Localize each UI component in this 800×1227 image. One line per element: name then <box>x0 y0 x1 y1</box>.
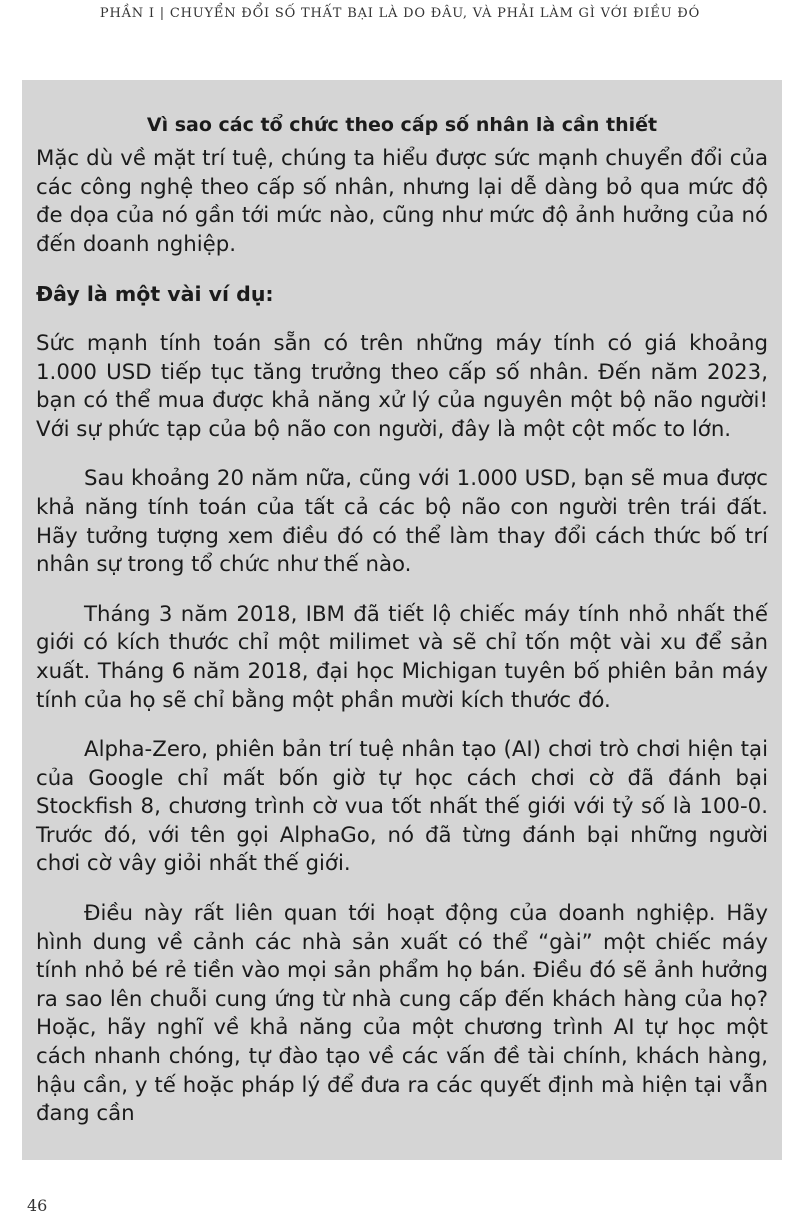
body-paragraph: Điều này rất liên quan tới hoạt động của doanh nghiệp. Hãy hình dung về cảnh các nhà sản xuất có thể “gài” một chiếc máy tính nhỏ bé rẻ tiền vào mọi sản phẩm họ bán. Điều đó sẽ ảnh hưởng ra sao lên chuỗi cung ứng từ nhà cung cấp đến khách hàng của họ? Hoặc, hãy nghĩ về khả năng của một chương trình AI tự học một cách nhanh chóng, tự đào tạo về các vấn đề tài chính, khách hàng, hậu cần, y tế hoặc pháp lý để đưa ra các quyết định mà hiện tại vẫn đang cần <box>36 901 768 1127</box>
sidebar-box <box>22 80 782 1160</box>
body-paragraph: Sức mạnh tính toán sẵn có trên những máy tính có giá khoảng 1.000 USD tiếp tục tăng trưởng theo cấp số nhân. Đến năm 2023, bạn có thể mua được khả năng xử lý của nguyên một bộ não người! Với sự phức tạp của bộ não con người, đây là một cột mốc to lớn. <box>36 330 768 442</box>
body-paragraph: Sau khoảng 20 năm nữa, cũng với 1.000 USD, bạn sẽ mua được khả năng tính toán của tất cả các bộ não con người trên trái đất. Hãy tưởng tượng xem điều đó có thể làm thay đổi cách thức bố trí nhân sự trong tổ chức như thế nào. <box>36 466 768 578</box>
page-number: 46 <box>27 1196 48 1215</box>
examples-heading: Đây là một vài ví dụ: <box>36 282 274 307</box>
body-paragraph: Tháng 3 năm 2018, IBM đã tiết lộ chiếc máy tính nhỏ nhất thế giới có kích thước chỉ một milimet và sẽ chỉ tốn một vài xu để sản xuất. Tháng 6 năm 2018, đại học Michigan tuyên bố phiên bản máy tính của họ sẽ chỉ bằng một phần mười kích thước đó. <box>36 601 768 713</box>
running-header: PHẦN I | CHUYỂN ĐỔI SỐ THẤT BẠI LÀ DO ĐÂU, VÀ PHẢI LÀM GÌ VỚI ĐIỀU ĐÓ <box>99 6 701 21</box>
body-paragraph: Alpha-Zero, phiên bản trí tuệ nhân tạo (AI) chơi trò chơi hiện tại của Google chỉ mất bốn giờ tự học cách chơi cờ đã đánh bại Stockfish 8, chương trình cờ vua tốt nhất thế giới với tỷ số là 100-0. Trước đó, với tên gọi AlphaGo, nó đã từng đánh bại những người chơi cờ vây giỏi nhất thế giới. <box>36 737 768 877</box>
intro-paragraph: Mặc dù về mặt trí tuệ, chúng ta hiểu được sức mạnh chuyển đổi của các công nghệ theo cấp số nhân, nhưng lại dễ dàng bỏ qua mức độ đe dọa của nó gần tới mức nào, cũng như mức độ ảnh hưởng của nó đến doanh nghiệp. <box>36 146 768 257</box>
box-title: Vì sao các tổ chức theo cấp số nhân là cần thiết <box>146 114 658 136</box>
